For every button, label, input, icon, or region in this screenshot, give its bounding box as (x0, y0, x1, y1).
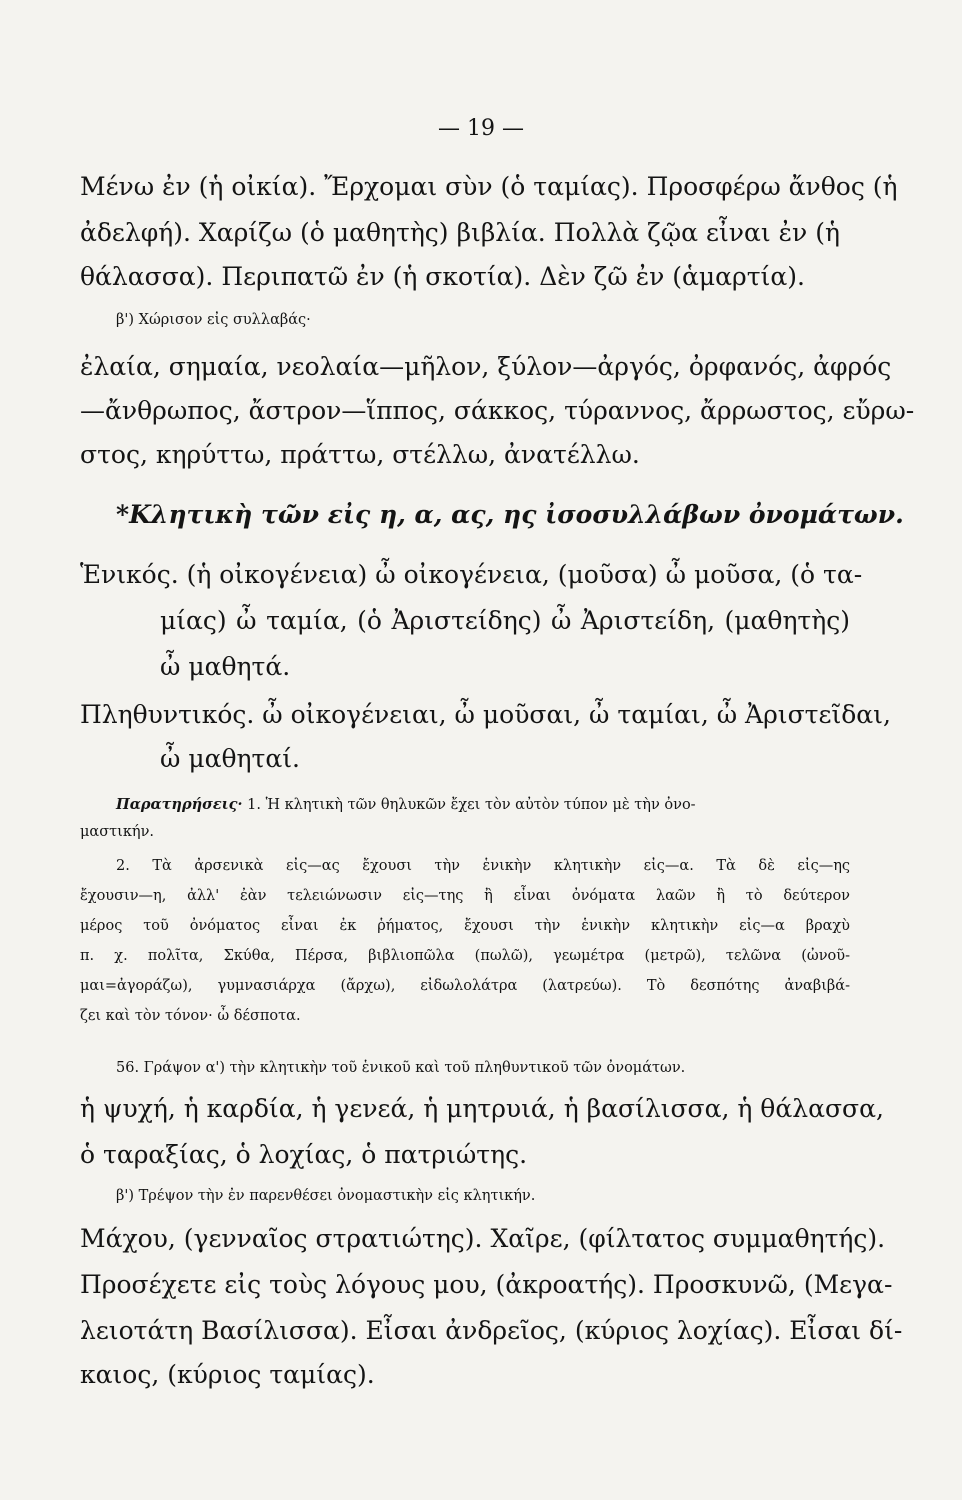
remark-text: μαι=ἀγοράζω), γυμνασιάρχα (ἄρχω), εἰδωλολάτρα (λατρεύω). Τὸ δεσπότης ἀναβιβά- (80, 978, 850, 994)
text-line: ἡ ψυχή, ἡ καρδία, ἡ γενεά, ἡ μητρυιά, ἡ βασίλισσα, ἡ θάλασσα, (80, 1094, 884, 1123)
remark-text: π. χ. πολῖτα, Σκύθα, Πέρσα, βιβλιοπῶλα (πωλῶ), γεωμέτρα (μετρῶ), τελῶνα (ὠνοῦ- (80, 948, 850, 964)
text-line: μίας) ὦ ταμία, (ὁ Ἀριστείδης) ὦ Ἀριστείδη, (μαθητὴς) (160, 606, 850, 635)
remark-text: 1. Ἡ κλητικὴ τῶν θηλυκῶν ἔχει τὸν αὐτὸν τύπον μὲ τὴν ὀνο- (247, 797, 696, 813)
text-line: ἐλαία, σημαία, νεολαία—μῆλον, ξύλον—ἀργός, ὀρφανός, ἀφρός (80, 352, 892, 381)
remark-text: 2. Τὰ ἀρσενικὰ εἰς—ας ἔχουσι τὴν ἑνικὴν κλητικὴν εἰς—α. Τὰ δὲ εἰς—ης (116, 858, 850, 874)
text-line: λειοτάτη Βασίλισσα). Εἶσαι ἀνδρεῖος, (κύριος λοχίας). Εἶσαι δί- (80, 1316, 903, 1345)
text-line: Μένω ἐν (ἡ οἰκία). Ἔρχομαι σὺν (ὁ ταμίας). Προσφέρω ἄνθος (ἡ (80, 172, 898, 201)
exercise-56-label: 56. Γράψον α') τὴν κλητικὴν τοῦ ἑνικοῦ καὶ τοῦ πληθυντικοῦ τῶν ὀνομάτων. (116, 1060, 686, 1076)
remarks-line (116, 796, 850, 813)
text-line: ὦ μαθητά. (160, 652, 291, 681)
remark-text: μέρος τοῦ ὀνόματος εἶναι ἐκ ῥήματος, ἔχουσι τὴν ἑνικὴν κλητικὴν εἰς—α βραχὺ (80, 918, 850, 934)
text-line: Πληθυντικός. ὦ οἰκογένειαι, ὦ μοῦσαι, ὦ ταμίαι, ὦ Ἀριστεῖδαι, (80, 700, 891, 729)
remarks-label: Παρατηρήσεις· (116, 796, 243, 813)
text-line: καιος, (κύριος ταμίας). (80, 1360, 375, 1389)
exercise-56b-label: β') Τρέψον τὴν ἐν παρενθέσει ὀνομαστικὴν εἰς κλητικήν. (116, 1188, 536, 1204)
text-line: Προσέχετε εἰς τοὺς λόγους μου, (ἀκροατής). Προσκυνῶ, (Μεγα- (80, 1270, 893, 1299)
remark-text: ἔχουσιν—η, ἀλλ' ἐὰν τελειώνωσιν εἰς—της ἢ εἶναι ὀνόματα λαῶν ἢ τὸ δεύτερον (80, 888, 850, 904)
text-line: ὁ ταραξίας, ὁ λοχίας, ὁ πατριώτης. (80, 1140, 528, 1169)
remark-text: μαστικήν. (80, 824, 154, 840)
text-line: θάλασσα). Περιπατῶ ἐν (ἡ σκοτία). Δὲν ζῶ ἐν (ἁμαρτία). (80, 262, 805, 291)
text-line: Μάχου, (γενναῖος στρατιώτης). Χαῖρε, (φίλτατος συμμαθητής). (80, 1224, 886, 1253)
text-line: ἀδελφή). Χαρίζω (ὁ μαθητὴς) βιβλία. Πολλὰ ζῷα εἶναι ἐν (ἡ (80, 218, 840, 247)
section-heading: *Κλητικὴ τῶν εἰς η, α, ας, ης ἰσοσυλλάβων ὀνομάτων. (116, 500, 904, 529)
page-number: — 19 — (438, 116, 524, 141)
exercise-b-label: β') Χώρισον εἰς συλλαβάς· (116, 312, 311, 328)
text-line: ὦ μαθηταί. (160, 744, 300, 773)
remark-text: ζει καὶ τὸν τόνον· ὦ δέσποτα. (80, 1008, 301, 1024)
text-line: στος, κηρύττω, πράττω, στέλλω, ἀνατέλλω. (80, 440, 640, 469)
text-line: Ἑνικός. (ἡ οἰκογένεια) ὦ οἰκογένεια, (μοῦσα) ὦ μοῦσα, (ὁ τα- (80, 560, 863, 589)
text-line: —ἄνθρωπος, ἄστρον—ἵππος, σάκκος, τύραννος, ἄρρωστος, εὔρω- (80, 396, 915, 425)
